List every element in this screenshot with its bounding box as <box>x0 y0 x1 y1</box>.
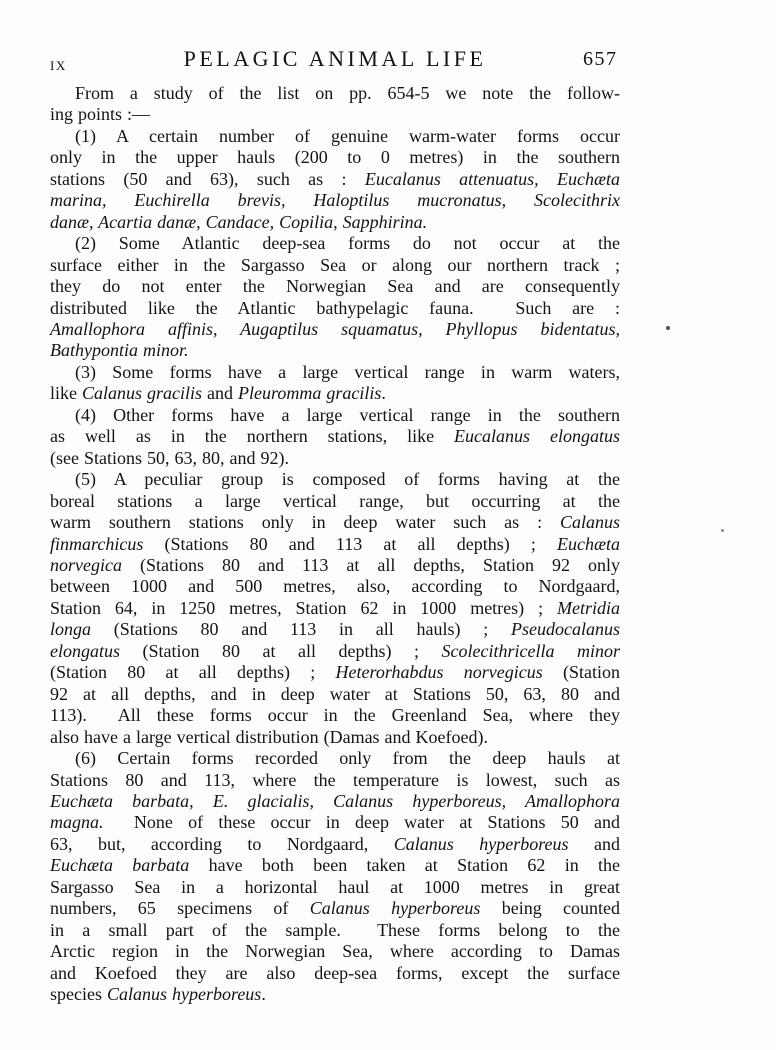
species-name: magna. <box>50 812 104 833</box>
text-line <box>50 555 620 576</box>
text-line <box>50 298 620 319</box>
text-line <box>50 684 620 705</box>
species-name: Bathypontia minor. <box>50 340 189 361</box>
text-run: Sargasso Sea in a horizontal haul at 1000 metres in great <box>50 876 620 897</box>
text-run: as well as in the northern stations, like <box>50 426 455 447</box>
text-run: and <box>202 383 239 404</box>
text-line <box>50 963 620 984</box>
text-run: have both been taken at Station 62 in the <box>189 855 621 876</box>
text-line <box>50 812 620 833</box>
text-run: . <box>381 383 386 404</box>
text-run: 113). All these forms occur in the Greenland Sea, where they <box>50 705 620 726</box>
text-line <box>50 598 620 619</box>
species-name: Calanus hyperboreus <box>106 984 262 1005</box>
text-line <box>50 276 620 297</box>
text-run: (Stations 80 and 113 in all hauls) ; <box>91 619 512 640</box>
text-run: between 1000 and 500 metres, also, according to Nordgaard, <box>50 576 620 597</box>
species-name: Amallophora affinis, Augaptilus squamatus, Phyllopus bidentatus, <box>50 318 620 339</box>
text-line <box>50 576 620 597</box>
text-run: and Koefoed they are also deep-sea forms, except the surface <box>50 962 620 983</box>
text-line <box>50 383 620 404</box>
running-title: PELAGIC ANIMAL LIFE <box>183 46 487 71</box>
text-run: (see Stations 50, 63, 80, and 92). <box>50 447 289 468</box>
species-name: finmarchicus <box>50 533 144 554</box>
text-run: warm southern stations only in deep water such as : <box>50 512 560 533</box>
paragraph <box>50 469 620 748</box>
species-name: Euchæta barbata <box>50 855 190 876</box>
text-line <box>50 834 620 855</box>
species-name: danæ, Acartia danæ, Candace, Copilia, Sapphirina. <box>50 211 428 232</box>
paragraph <box>50 362 620 405</box>
text-run: like <box>50 383 82 404</box>
species-name: Metridia <box>557 597 620 618</box>
text-line <box>50 534 620 555</box>
text-line <box>50 512 620 533</box>
species-name: Calanus gracilis <box>82 383 203 404</box>
species-name: norvegica <box>50 554 122 575</box>
text-line <box>50 877 620 898</box>
species-name: Eucalanus attenuatus, Euchæta <box>364 168 620 189</box>
text-run: Stations 80 and 113, where the temperature is lowest, such as <box>50 769 620 790</box>
text-run: (Station <box>542 662 621 683</box>
text-run: only in the upper hauls (200 to 0 metres) in the southern <box>50 147 620 168</box>
text-line <box>50 491 620 512</box>
text-line <box>50 340 620 361</box>
text-line <box>50 791 620 812</box>
species-name: Euchæta <box>557 533 620 554</box>
paragraph <box>50 126 620 233</box>
text-run: numbers, 65 specimens of <box>50 898 310 919</box>
text-line <box>50 619 620 640</box>
text-line <box>50 855 620 876</box>
paragraph <box>50 233 620 362</box>
text-line <box>50 169 620 190</box>
text-line <box>50 405 620 426</box>
text-line <box>50 147 620 168</box>
text-line <box>50 362 620 383</box>
species-name: Heterorhabdus norvegicus <box>335 662 543 683</box>
scan-speck <box>721 529 724 532</box>
text-line <box>50 941 620 962</box>
text-run: (Stations 80 and 113 at all depths) ; <box>143 533 557 554</box>
chapter-numeral: IX <box>50 58 67 73</box>
page-number: 657 <box>583 48 618 70</box>
species-name: marina, Euchirella brevis, Haloptilus mucronatus, Scolecithrix <box>50 190 620 211</box>
text-line <box>50 727 620 748</box>
text-run: (5) A peculiar group is composed of forms having at the <box>75 469 620 490</box>
text-line <box>50 83 620 104</box>
text-line <box>50 920 620 941</box>
text-run: (4) Other forms have a large vertical range in the southern <box>75 404 620 425</box>
text-run: 63, but, according to Nordgaard, <box>50 833 394 854</box>
scan-speck <box>666 326 670 330</box>
species-name: Calanus hyperboreus <box>309 898 481 919</box>
text-run: Station 64, in 1250 metres, Station 62 in 1000 metres) ; <box>50 597 557 618</box>
text-run: stations (50 and 63), such as : <box>50 168 365 189</box>
text-run: (Station 80 at all depths) ; <box>120 640 442 661</box>
species-name: Calanus hyperboreus <box>393 833 569 854</box>
text-line <box>50 984 620 1005</box>
text-run: in a small part of the sample. These forms belong to the <box>50 919 620 940</box>
text-line <box>50 319 620 340</box>
species-name: Scolecithricella minor <box>441 640 621 661</box>
text-run: 92 at all depths, and in deep water at Stations 50, 63, 80 and <box>50 683 620 704</box>
text-line <box>50 641 620 662</box>
text-line <box>50 104 620 125</box>
text-run: (3) Some forms have a large vertical range in warm waters, <box>75 361 620 382</box>
text-line <box>50 126 620 147</box>
text-run: None of these occur in deep water at Stations 50 and <box>103 812 620 833</box>
text-run: also have a large vertical distribution (Damas and Koefoed). <box>50 726 489 747</box>
text-line <box>50 448 620 469</box>
text-block <box>50 83 620 1005</box>
paragraph <box>50 405 620 469</box>
text-run: ing points :— <box>50 104 151 125</box>
text-line <box>50 770 620 791</box>
text-run: Arctic region in the Norwegian Sea, where according to Damas <box>50 941 620 962</box>
text-run: species <box>50 984 107 1005</box>
species-name: Calanus <box>559 512 620 533</box>
text-run: and <box>568 833 620 854</box>
text-line <box>50 469 620 490</box>
species-name: Pleuromma gracilis <box>238 383 382 404</box>
text-line <box>50 705 620 726</box>
text-line <box>50 748 620 769</box>
text-line <box>50 233 620 254</box>
text-run: boreal stations a large vertical range, but occurring at the <box>50 490 620 511</box>
text-line <box>50 212 620 233</box>
text-run: (2) Some Atlantic deep-sea forms do not occur at the <box>75 233 620 254</box>
paragraph <box>50 83 620 126</box>
text-line <box>50 898 620 919</box>
paragraph <box>50 748 620 1005</box>
text-run: being counted <box>480 898 620 919</box>
species-name: Eucalanus elongatus <box>454 426 620 447</box>
text-line <box>50 190 620 211</box>
text-run: (Station 80 at all depths) ; <box>50 662 336 683</box>
species-name: elongatus <box>50 640 120 661</box>
species-name: Pseudocalanus <box>511 619 620 640</box>
text-line <box>50 426 620 447</box>
text-run: . <box>261 984 266 1005</box>
text-run: (Stations 80 and 113 at all depths, Station 92 only <box>121 554 620 575</box>
text-run: (1) A certain number of genuine warm-water forms occur <box>75 125 620 146</box>
text-line <box>50 255 620 276</box>
text-run: (6) Certain forms recorded only from the deep hauls at <box>75 748 620 769</box>
species-name: Euchæta barbata, E. glacialis, Calanus hyperboreus, Amallophora <box>50 790 620 811</box>
text-run: distributed like the Atlantic bathypelagic fauna. Such are : <box>50 297 620 318</box>
text-line <box>50 662 620 683</box>
text-run: surface either in the Sargasso Sea or along our northern track ; <box>50 254 620 275</box>
species-name: longa <box>50 619 92 640</box>
text-run: From a study of the list on pp. 654-5 we note the follow- <box>75 83 620 103</box>
text-run: they do not enter the Norwegian Sea and are consequently <box>50 276 620 297</box>
